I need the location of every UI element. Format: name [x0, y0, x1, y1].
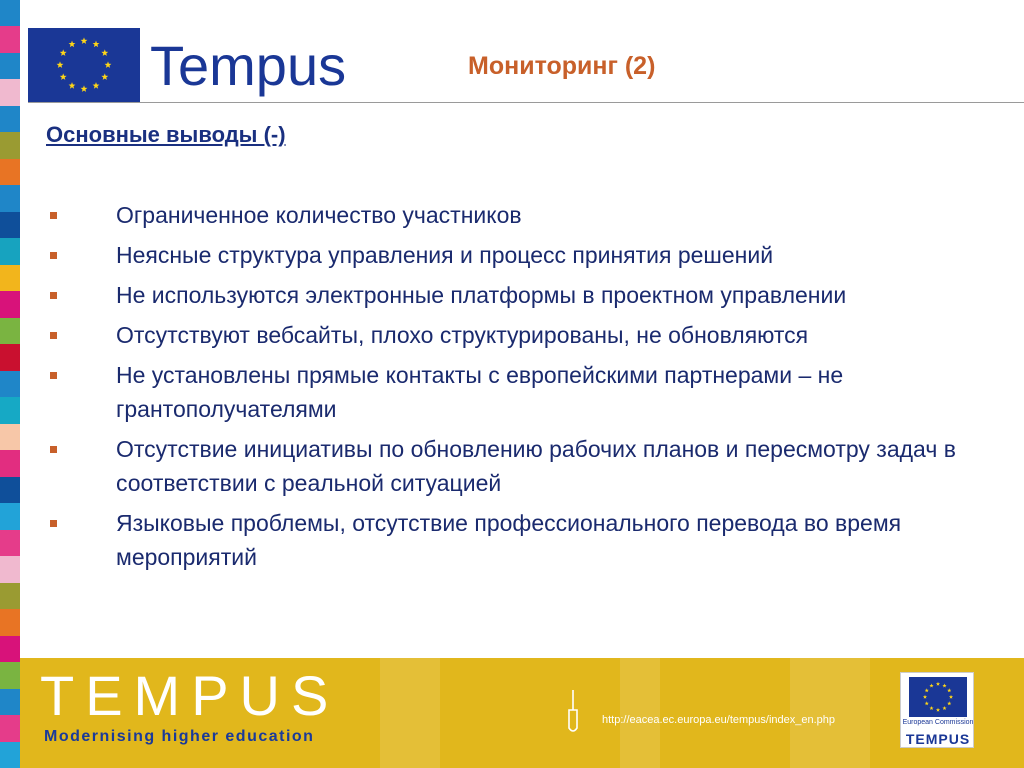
ec-label: European Commission: [902, 719, 974, 726]
list-item-text: Не используются электронные платформы в проектном управлении: [116, 282, 847, 308]
strip-segment: [0, 238, 20, 264]
ec-flag-icon: [909, 677, 967, 717]
strip-segment: [0, 662, 20, 688]
eu-flag-graphic: [28, 28, 140, 102]
star-icon: [93, 82, 100, 89]
list-item: [46, 238, 996, 272]
list-item: [46, 506, 996, 574]
strip-segment: [0, 689, 20, 715]
strip-segment: [0, 265, 20, 291]
strip-segment: [0, 79, 20, 105]
bullet-icon: [50, 446, 57, 453]
strip-segment: [0, 0, 20, 26]
bullet-icon: [50, 520, 57, 527]
footer-stripe: [790, 658, 870, 768]
strip-segment: [0, 53, 20, 79]
star-icon: [947, 688, 951, 692]
list-item-text: Отсутствие инициативы по обновлению рабочих планов и пересмотру задач в соответствии с реальной ситуацией: [116, 436, 956, 496]
strip-segment: [0, 424, 20, 450]
header-divider: [28, 102, 1024, 103]
footer-banner: [20, 658, 1024, 768]
strip-segment: [0, 132, 20, 158]
strip-segment: [0, 583, 20, 609]
star-icon: [81, 85, 88, 92]
list-item: [46, 278, 996, 312]
pen-icon: [566, 688, 580, 736]
list-item-text: Ограниченное количество участников: [116, 202, 522, 228]
list-item-text: Языковые проблемы, отсутствие профессионального перевода во время мероприятий: [116, 510, 902, 570]
list-item-text: Не установлены прямые контакты с европейскими партнерами – не грантополучателями: [116, 362, 844, 422]
strip-segment: [0, 556, 20, 582]
strip-segment: [0, 212, 20, 238]
bullet-icon: [50, 292, 57, 299]
star-icon: [949, 695, 953, 699]
strip-segment: [0, 291, 20, 317]
strip-segment: [0, 530, 20, 556]
ec-logo: [900, 672, 974, 748]
strip-segment: [0, 715, 20, 741]
star-icon: [105, 61, 112, 68]
ec-flag-graphic: [909, 677, 967, 717]
strip-segment: [0, 503, 20, 529]
strip-segment: [0, 26, 20, 52]
list-item-text: Отсутствуют вебсайты, плохо структурированы, не обновляются: [116, 322, 809, 348]
star-icon: [942, 706, 946, 710]
star-icon: [60, 49, 67, 56]
star-icon: [929, 684, 933, 688]
eu-flag-icon: [28, 28, 140, 102]
strip-segment: [0, 397, 20, 423]
list-item: [46, 318, 996, 352]
bullet-icon: [50, 332, 57, 339]
ec-tempus-word: TEMPUS: [905, 731, 971, 747]
left-color-strip: [0, 0, 20, 768]
strip-segment: [0, 106, 20, 132]
star-icon: [69, 82, 76, 89]
star-icon: [93, 41, 100, 48]
strip-segment: [0, 344, 20, 370]
strip-segment: [0, 742, 20, 768]
star-icon: [57, 61, 64, 68]
star-icon: [925, 701, 929, 705]
footer-stripe: [380, 658, 440, 768]
list-item: [46, 358, 996, 426]
footer-stripe: [620, 658, 660, 768]
logo-wordmark: Tempus: [150, 34, 347, 97]
star-icon: [60, 73, 67, 80]
strip-segment: [0, 318, 20, 344]
strip-segment: [0, 185, 20, 211]
star-icon: [947, 701, 951, 705]
star-icon: [81, 37, 88, 44]
star-icon: [101, 73, 108, 80]
list-item-text: Неясные структура управления и процесс принятия решений: [116, 242, 774, 268]
bullet-icon: [50, 212, 57, 219]
strip-segment: [0, 450, 20, 476]
section-subheading: Основные выводы (-): [46, 122, 286, 147]
strip-segment: [0, 609, 20, 635]
star-icon: [69, 41, 76, 48]
star-icon: [101, 49, 108, 56]
bullet-list: [46, 198, 996, 580]
star-icon: [936, 682, 940, 686]
star-icon: [942, 684, 946, 688]
list-item: [46, 432, 996, 500]
star-icon: [925, 688, 929, 692]
slide-title: Мониторинг (2): [468, 52, 656, 80]
bullet-icon: [50, 372, 57, 379]
list-item: [46, 198, 996, 232]
strip-segment: [0, 636, 20, 662]
star-icon: [923, 695, 927, 699]
strip-segment: [0, 159, 20, 185]
star-icon: [936, 708, 940, 712]
footer-tagline: Modernising higher education: [44, 728, 315, 745]
bullet-icon: [50, 252, 57, 259]
strip-segment: [0, 477, 20, 503]
strip-segment: [0, 371, 20, 397]
star-icon: [929, 706, 933, 710]
footer-url-link[interactable]: http://eacea.ec.europa.eu/tempus/index_en.php: [602, 714, 836, 726]
footer-brand-word: TEMPUS: [40, 664, 340, 727]
